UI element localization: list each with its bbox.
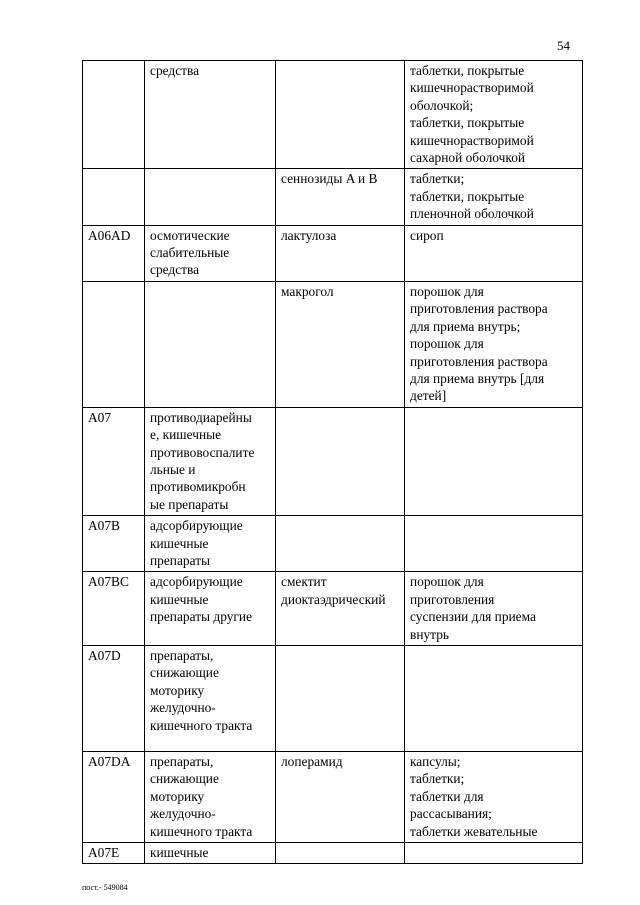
- table-row: [83, 281, 583, 407]
- group-cell: осмотические слабительные средства: [145, 225, 276, 281]
- dosage-form-cell: [405, 407, 583, 515]
- atc-code-cell: A06AD: [83, 225, 145, 281]
- table-row: [83, 572, 583, 646]
- dosage-form-cell: [405, 646, 583, 752]
- dosage-form-cell: таблетки, покрытые кишечнорастворимой оболочкой; таблетки, покрытые кишечнорастворимой сахарной оболочкой: [405, 61, 583, 169]
- atc-code-cell: [83, 281, 145, 407]
- document-footer: пост.- 549084: [82, 883, 128, 892]
- group-cell: препараты, снижающие моторику желудочно- кишечного тракта: [145, 752, 276, 843]
- table-row: [83, 225, 583, 281]
- substance-cell: [276, 407, 405, 515]
- substance-cell: [276, 843, 405, 864]
- dosage-form-cell: порошок для приготовления суспензии для приема внутрь: [405, 572, 583, 646]
- substance-cell: лоперамид: [276, 752, 405, 843]
- group-cell: кишечные: [145, 843, 276, 864]
- substance-cell: сеннозиды A и B: [276, 169, 405, 225]
- atc-code-cell: [83, 169, 145, 225]
- dosage-form-cell: порошок для приготовления раствора для приема внутрь; порошок для приготовления раствора для приема внутрь [для детей]: [405, 281, 583, 407]
- dosage-form-cell: [405, 516, 583, 572]
- table-row: [83, 169, 583, 225]
- medication-table: [82, 60, 583, 864]
- table-row: [83, 407, 583, 515]
- table-row: [83, 646, 583, 752]
- group-cell: [145, 169, 276, 225]
- dosage-form-cell: сироп: [405, 225, 583, 281]
- substance-cell: смектит диоктаэдрический: [276, 572, 405, 646]
- atc-code-cell: A07B: [83, 516, 145, 572]
- group-cell: адсорбирующие кишечные препараты другие: [145, 572, 276, 646]
- group-cell: препараты, снижающие моторику желудочно- кишечного тракта: [145, 646, 276, 752]
- substance-cell: лактулоза: [276, 225, 405, 281]
- dosage-form-cell: таблетки; таблетки, покрытые пленочной оболочкой: [405, 169, 583, 225]
- atc-code-cell: [83, 61, 145, 169]
- atc-code-cell: A07BC: [83, 572, 145, 646]
- group-cell: средства: [145, 61, 276, 169]
- dosage-form-cell: [405, 843, 583, 864]
- group-cell: противодиарейны е, кишечные противовоспалите льные и противомикробн ые препараты: [145, 407, 276, 515]
- substance-cell: [276, 646, 405, 752]
- substance-cell: [276, 61, 405, 169]
- substance-cell: макрогол: [276, 281, 405, 407]
- atc-code-cell: A07E: [83, 843, 145, 864]
- atc-code-cell: A07D: [83, 646, 145, 752]
- substance-cell: [276, 516, 405, 572]
- group-cell: адсорбирующие кишечные препараты: [145, 516, 276, 572]
- table-row: [83, 843, 583, 864]
- atc-code-cell: A07: [83, 407, 145, 515]
- table-row: [83, 516, 583, 572]
- atc-code-cell: A07DA: [83, 752, 145, 843]
- table-row: [83, 61, 583, 169]
- page-number: 54: [557, 38, 570, 53]
- group-cell: [145, 281, 276, 407]
- dosage-form-cell: капсулы; таблетки; таблетки для рассасывания; таблетки жевательные: [405, 752, 583, 843]
- table-row: [83, 752, 583, 843]
